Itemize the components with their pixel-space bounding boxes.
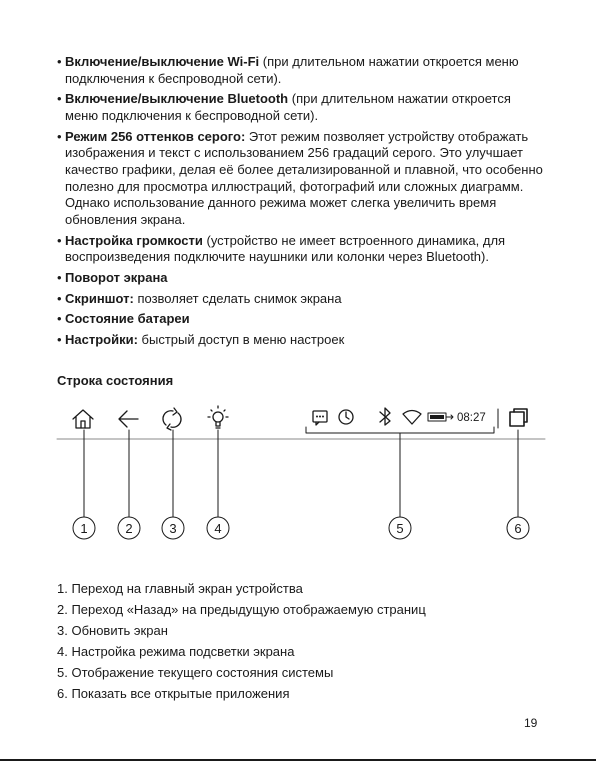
- list-item: 3. Обновить экран: [57, 623, 168, 638]
- refresh-icon: [163, 408, 181, 430]
- callout-3: [162, 517, 184, 539]
- list-item: 6. Показать все открытые приложения: [57, 686, 290, 701]
- clock-icon: [339, 410, 353, 424]
- svg-text:4: 4: [214, 521, 222, 536]
- svg-text:1: 1: [80, 521, 88, 536]
- list-item: 4. Настройка режима подсветки экрана: [57, 644, 295, 659]
- svg-text:6: 6: [514, 521, 522, 536]
- list-item: • Включение/выключение Bluetooth (при длительном нажатии откроется меню подключения к беспроводной сети).: [57, 91, 511, 123]
- callout-2: [118, 517, 140, 539]
- list-item: • Скриншот: позволяет сделать снимок экрана: [57, 290, 342, 306]
- status-time: 08:27: [457, 412, 486, 424]
- list-item: • Настройки: быстрый доступ в меню настроек: [57, 332, 345, 348]
- message-icon: [313, 411, 327, 425]
- svg-text:3: 3: [169, 521, 177, 536]
- home-icon: [73, 410, 93, 428]
- callout-4: [207, 517, 229, 539]
- apps-icon: [510, 409, 527, 426]
- wifi-icon: [403, 411, 421, 425]
- battery-icon: [428, 413, 453, 421]
- list-item: 1. Переход на главный экран устройства: [57, 581, 303, 596]
- legend-list: [57, 578, 426, 704]
- bottom-rule: [0, 759, 596, 761]
- status-bar-diagram: [0, 390, 596, 550]
- page-number: 19: [524, 716, 538, 730]
- feature-list: [57, 54, 547, 353]
- list-item: • Состояние батареи: [57, 311, 190, 327]
- section-title: Строка состояния: [57, 373, 174, 388]
- callout-bracket: [306, 427, 494, 433]
- bulb-icon: [208, 406, 228, 428]
- callout-1: [73, 517, 95, 539]
- callout-5: [389, 517, 411, 539]
- list-item: 2. Переход «Назад» на предыдущую отображаемую страниц: [57, 602, 426, 617]
- list-item: • Включение/выключение Wi-Fi (при длительном нажатии откроется меню подключения к беспроводной сети).: [57, 54, 519, 86]
- back-arrow-icon: [119, 411, 138, 427]
- list-item: • Режим 256 оттенков серого: Этот режим позволяет устройству отображать изображения и текст с использованием 256 градаций серого. Это улучшает качество графики, делая её более детализированной и плавной, что особенно полезно для просмотра иллюстраций, фотографий или сложных диаграмм. Однако использование данного режима может слегка увеличить время обновления экрана.: [57, 128, 543, 227]
- callout-6: [507, 517, 529, 539]
- list-item: • Настройка громкости (устройство не имеет встроенного динамика, для воспроизведения подключите наушники или колонки через Bluetooth).: [57, 232, 506, 265]
- bluetooth-icon: [380, 408, 390, 425]
- list-item: • Поворот экрана: [57, 269, 168, 285]
- svg-text:5: 5: [396, 521, 404, 536]
- list-item: 5. Отображение текущего состояния системы: [57, 665, 334, 680]
- svg-text:2: 2: [125, 521, 133, 536]
